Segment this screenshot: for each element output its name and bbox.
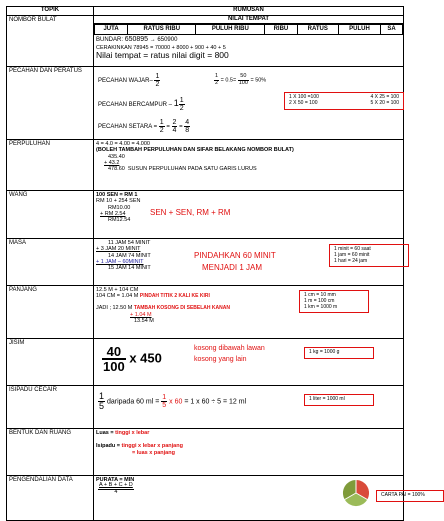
wang-l3: RM10.00 [108, 204, 131, 211]
bundar-from: 650895 [124, 35, 149, 43]
topic-perpuluhan: PERPULUHAN [7, 140, 94, 191]
panjang-l4: + 1.04 M [130, 311, 152, 318]
row-pecahan [7, 67, 404, 140]
volume-units-box: 1 liter = 1000 ml [304, 394, 374, 406]
row-perpuluhan [7, 140, 404, 191]
panjang-l2: 104 CM = 1.04 M [96, 293, 139, 300]
row-panjang [7, 286, 404, 339]
isipadu-formula: tinggi x lebar x panjang [121, 443, 183, 450]
place-value-3: RIBU [265, 24, 297, 34]
jisim-rule-2: kosong yang lain [194, 356, 247, 363]
topic-panjang: PANJANG [7, 286, 94, 339]
panjang-l1: 12.5 M + 104 CM [96, 287, 139, 293]
panjang-rule-1: PINDAH TITIK 2 KALI KE KIRI [139, 293, 210, 300]
pie-chart-icon [342, 479, 370, 507]
place-value-0: JUTA [95, 24, 128, 34]
topic-header: TOPIK [7, 7, 94, 16]
decimal-equality: 4 = 4.0 = 4.00 = 4.000 [96, 141, 150, 147]
bundar-to: 650900 [157, 36, 178, 43]
multiply-box: 1 X 100 =100 4 X 25 = 100 2 X 50 = 100 5 X 20 = 100 [284, 92, 404, 110]
isipadu-formula-2: = luas x panjang [132, 449, 175, 456]
masa-rule-2: MENJADI 1 JAM [202, 263, 263, 272]
length-units-box: 1 cm = 10 mm 1 m = 100 cm 1 km = 1000 m [299, 290, 369, 313]
pie-rule-box: CARTA PAI = 100% [376, 490, 444, 502]
wang-rule: SEN + SEN, RM + RM [150, 208, 231, 217]
nilai-line: Nilai tempat = ratus nilai digit = 800 [96, 50, 229, 61]
place-value-4: RATUS [297, 24, 338, 34]
wang-l5: RM12.54 [108, 217, 131, 224]
setara-line: PECAHAN SETARA = $\frac{1}{2}$ = $\frac{2}{4}$ = $\frac{4}{8}$ [98, 119, 190, 134]
topic-wang: WANG [7, 191, 94, 239]
row-wang [7, 191, 404, 239]
place-value-table [94, 24, 403, 35]
place-value-1: RATUS RIBU [128, 24, 196, 34]
topic-bentuk: BENTUK DAN RUANG [7, 429, 94, 476]
row-jisim [7, 339, 404, 386]
row-data [7, 476, 404, 521]
decimal-note: (BOLEH TAMBAH PERPULUHAN DAN SIFAR BELAKANG NOMBOR BULAT) [96, 147, 294, 154]
topic-nombor-bulat: NOMBOR BULAT [7, 16, 94, 67]
place-value-5: PULUH [338, 24, 380, 34]
masa-r0: 11 JAM 54 MINIT [108, 240, 151, 246]
luas-formula: tinggi x lebar [115, 430, 150, 436]
nilai-tempat-title: NILAI TEMPAT [94, 16, 403, 24]
place-value-2: PULUH RIBU [196, 24, 265, 34]
masa-r2: 14 JAM 74 MINIT [108, 252, 151, 259]
bercampur-line: PECAHAN BERCAMPUR – 1 $\frac{1}{2}$ [98, 97, 184, 112]
row-bentuk [7, 429, 404, 476]
panjang-rule-2: TAMBAH KOSONG DI SEBELAH KANAN [133, 305, 230, 312]
header-row [7, 7, 404, 16]
luas-label: Luas = [96, 430, 114, 436]
jisim-rule-1: kosong dibawah lawan [194, 345, 265, 352]
place-value-6: SA [381, 24, 403, 34]
percent-line: $\frac{1}{2}$ = 0.5= $\frac{50}{100}$ = 50% [215, 73, 267, 86]
decimal-sum: 478.60 [108, 166, 125, 173]
row-nombor-bulat: NOMBOR BULAT NILAI TEMPAT JUTA RATUS RIBU PULUH RIBU RIBU RATUS PULUH SA BUNDAR: 650895 → 650900 CERAKINKAN 78945 = 70000 + 8000 + 900 + 40 + 5 Nilai tempat = ratus nilai digit = 800 [7, 16, 404, 67]
isipadu-label: Isipadu = [96, 443, 120, 450]
topic-data: PENGENDALIAN DATA [7, 476, 94, 521]
formula-sheet [6, 6, 425, 521]
formula-header: RUMUSAN [94, 7, 404, 16]
row-masa [7, 239, 404, 286]
masa-r4: 15 JAM 14 MINIT [108, 265, 151, 272]
jisim-expression: $\frac{40}{100}$ x 450 [103, 344, 162, 374]
cerakinkan-line: CERAKINKAN 78945 = 70000 + 8000 + 900 + 40 + 5 [96, 44, 226, 51]
masa-r3: + 1 JAM – 60MINIT [96, 258, 144, 265]
masa-rule-1: PINDAHKAN 60 MINIT [194, 251, 276, 260]
topic-masa: MASA [7, 239, 94, 286]
topic-jisim: JISIM [7, 339, 94, 386]
purata-label: PURATA = MIN [96, 477, 135, 483]
time-units-box: 1 minit = 60 saat 1 jam = 60 minit 1 hari = 24 jam [329, 244, 409, 267]
decimal-b: + 43.2 [104, 159, 120, 166]
row-isipadu [7, 386, 404, 429]
topic-isipadu: ISIPADU CECAIR [7, 386, 94, 429]
wang-l2: RM 10 + 254 SEN [96, 198, 141, 205]
bundar-label: BUNDAR: [96, 36, 124, 43]
wang-l4: + RM 2.54 [100, 210, 126, 217]
masa-r1: + 3 JAM 20 MINIT [96, 246, 141, 253]
panjang-l5: 13.54 M [134, 318, 154, 325]
wang-l1: 100 SEN = RM 1 [96, 192, 138, 198]
decimal-a: 435.40 [108, 153, 125, 160]
mass-units-box: 1 kg = 1000 g [304, 347, 374, 359]
purata-formula: $\frac{A + B + C + D}{4}$ [99, 482, 133, 495]
panjang-l3: JADI ; 12.50 M [96, 305, 133, 312]
formula-table [6, 6, 425, 521]
wajar-line: PECAHAN WAJAR– $\frac{1}{2}$ [98, 73, 160, 88]
topic-pecahan: PECAHAN DAN PERATUS [7, 67, 94, 140]
decimal-align-note: SUSUN PERPULUHAN PADA SATU GARIS LURUS [127, 166, 257, 173]
wajar-label: PECAHAN WAJAR– [98, 78, 153, 85]
isipadu-expression: $\frac{1}{5}$ daripada 60 ml = $\frac{1}{5}$ x 60 = 1 x 60 ÷ 5 = 12 ml [99, 391, 247, 411]
